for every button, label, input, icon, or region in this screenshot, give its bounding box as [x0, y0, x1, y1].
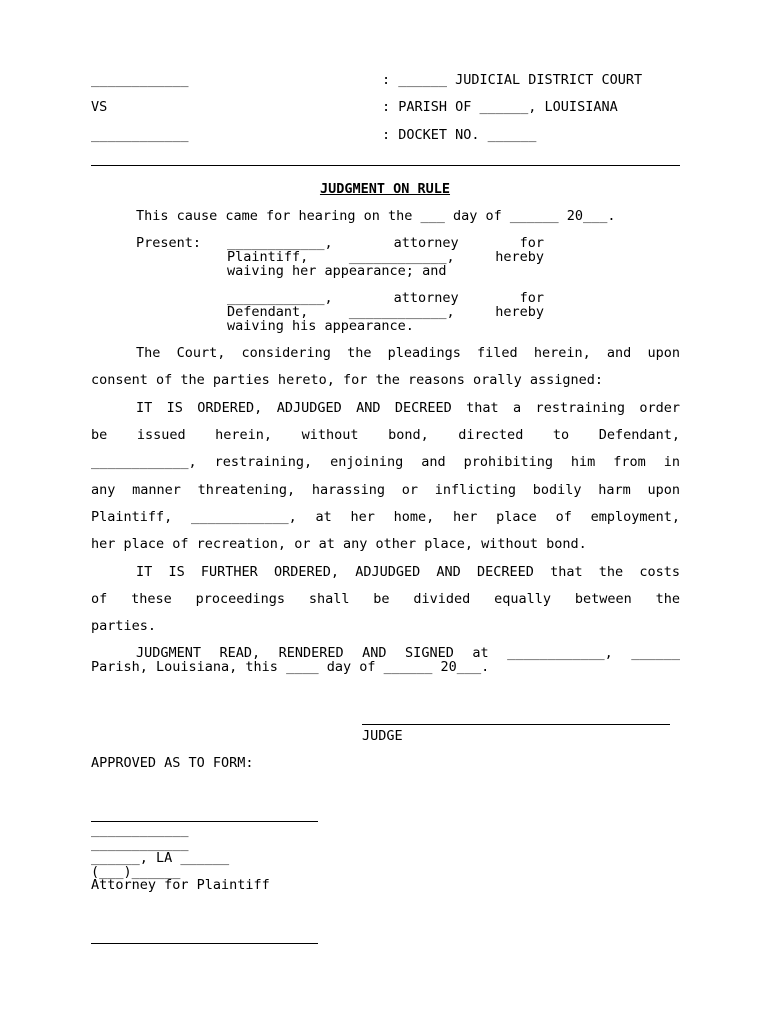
attorney-city-state: ______, LA ______	[91, 850, 230, 866]
present-defendant-line: waiving his appearance.	[227, 318, 414, 334]
costs-line: IT IS FURTHER ORDERED, ADJUDGED AND DECREED that the costs	[136, 564, 680, 580]
caption-divider	[91, 165, 680, 166]
caption-defendant-blank: ____________	[91, 127, 189, 143]
order-line: IT IS ORDERED, ADJUDGED AND DECREED that a restraining order	[136, 400, 680, 416]
attorney-name-blank: ____________	[91, 822, 189, 838]
judge-label: JUDGE	[362, 728, 403, 744]
caption-parish: : PARISH OF ______, LOUISIANA	[382, 99, 618, 115]
order-line: her place of recreation, or at any other place, without bond.	[91, 536, 587, 552]
order-line: any manner threatening, harassing or inflicting bodily harm upon	[91, 482, 680, 498]
costs-line: of these proceedings shall be divided equally between the	[91, 591, 680, 607]
costs-line: parties.	[91, 618, 157, 634]
attorney-phone: (___)______	[91, 864, 181, 880]
present-plaintiff	[227, 236, 544, 278]
order-line: ____________, restraining, enjoining and prohibiting him from in	[91, 454, 680, 470]
court-line: The Court, considering the pleadings filed herein, and upon	[136, 345, 680, 361]
order-line: Plaintiff, ____________, at her home, her place of employment,	[91, 509, 680, 525]
present-plaintiff-line: waiving her appearance; and	[227, 263, 447, 279]
present-defendant	[227, 291, 544, 333]
approved-as-to-form: APPROVED AS TO FORM:	[91, 755, 254, 771]
present-defendant-line: Defendant, ____________, hereby	[227, 304, 544, 320]
judgment-read-line: Parish, Louisiana, this ____ day of ______ 20___.	[91, 659, 490, 675]
judge-signature-line	[362, 724, 670, 725]
hearing-sentence: This cause came for hearing on the ___ day of ______ 20___.	[136, 208, 616, 224]
present-label: Present:	[136, 235, 202, 251]
court-line: consent of the parties hereto, for the reasons orally assigned:	[91, 372, 604, 388]
caption-court: : ______ JUDICIAL DISTRICT COURT	[382, 72, 643, 88]
attorney-address-blank: ____________	[91, 836, 189, 852]
attorney-for-plaintiff: Attorney for Plaintiff	[91, 877, 270, 893]
order-line: be issued herein, without bond, directed to Defendant,	[91, 427, 680, 443]
judgment-read-line: JUDGMENT READ, RENDERED AND SIGNED at ____________, ______	[136, 645, 680, 661]
present-defendant-line: ____________, attorney for	[227, 290, 544, 306]
caption-plaintiff-blank: ____________	[91, 72, 189, 88]
second-signature-line	[91, 943, 318, 944]
present-plaintiff-line: ____________, attorney for	[227, 235, 544, 251]
caption-docket: : DOCKET NO. ______	[382, 127, 537, 143]
present-plaintiff-line: Plaintiff, ____________, hereby	[227, 249, 544, 265]
document-title: JUDGMENT ON RULE	[319, 181, 451, 197]
caption-vs: VS	[91, 99, 108, 115]
